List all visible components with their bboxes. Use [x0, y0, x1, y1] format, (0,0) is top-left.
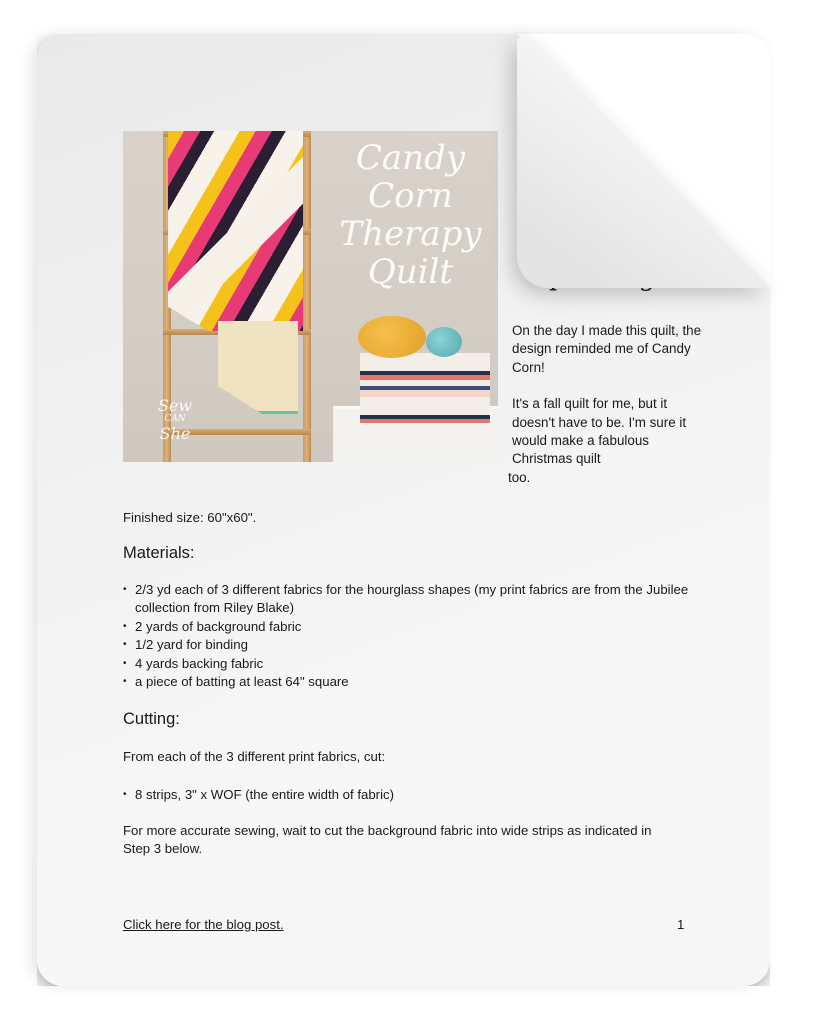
intro-paragraph: On the day I made this quilt, the design reminded me of Candy Corn!: [512, 323, 702, 375]
intro-paragraph: It's a fall quilt for me, but it doesn't have to be. I'm sure it would make a fabulous Christmas quilt: [512, 396, 687, 467]
photo-title: [328, 139, 493, 291]
photo-title-line: Corn: [368, 176, 453, 216]
pumpkin-image: [426, 327, 462, 357]
ladder-rail-right: [303, 131, 311, 462]
page-number: 1: [677, 917, 685, 932]
list-item: • 2/3 yd each of 3 different fabrics for the hourglass shapes (my print fabrics are from the Jubilee collection from Riley Blake): [123, 581, 693, 618]
list-item: • 4 yards backing fabric: [123, 655, 693, 673]
logo-line: Sew: [157, 396, 193, 415]
blog-post-link[interactable]: Click here for the blog post.: [123, 917, 284, 932]
cutting-note: For more accurate sewing, wait to cut the background fabric into wide strips as indicated in Step 3 below.: [123, 823, 652, 857]
cutting-list: [123, 786, 693, 804]
fabric-stack-image: [360, 353, 490, 423]
photo-title-line: Therapy: [339, 214, 482, 254]
sew-can-she-logo: [145, 397, 205, 457]
pumpkin-image: [358, 316, 426, 358]
logo-line: CAN: [164, 414, 186, 424]
list-item: • 1/2 yard for binding: [123, 636, 693, 654]
intro-text: [508, 322, 712, 505]
page-curl: [505, 30, 785, 305]
finished-size: Finished size: 60"x60".: [123, 510, 257, 525]
photo-title-line: Candy: [355, 138, 466, 178]
photo-title-line: Quilt: [367, 252, 454, 292]
cutting-heading: Cutting:: [123, 710, 180, 728]
list-item: • 8 strips, 3" x WOF (the entire width of fabric): [123, 786, 693, 804]
logo-line: She: [159, 424, 191, 443]
materials-list: [123, 581, 693, 691]
quilt-image: [168, 131, 303, 331]
intro-paragraph-end: too.: [508, 469, 531, 485]
list-item: • 2 yards of background fabric: [123, 618, 693, 636]
quilt-backing-image: [218, 321, 298, 414]
page-curl-fold: [517, 38, 769, 288]
materials-heading: Materials:: [123, 544, 195, 562]
cutting-intro: From each of the 3 different print fabrics, cut:: [123, 749, 386, 764]
list-item: • a piece of batting at least 64" square: [123, 673, 693, 691]
quilt-photo: [123, 131, 498, 462]
